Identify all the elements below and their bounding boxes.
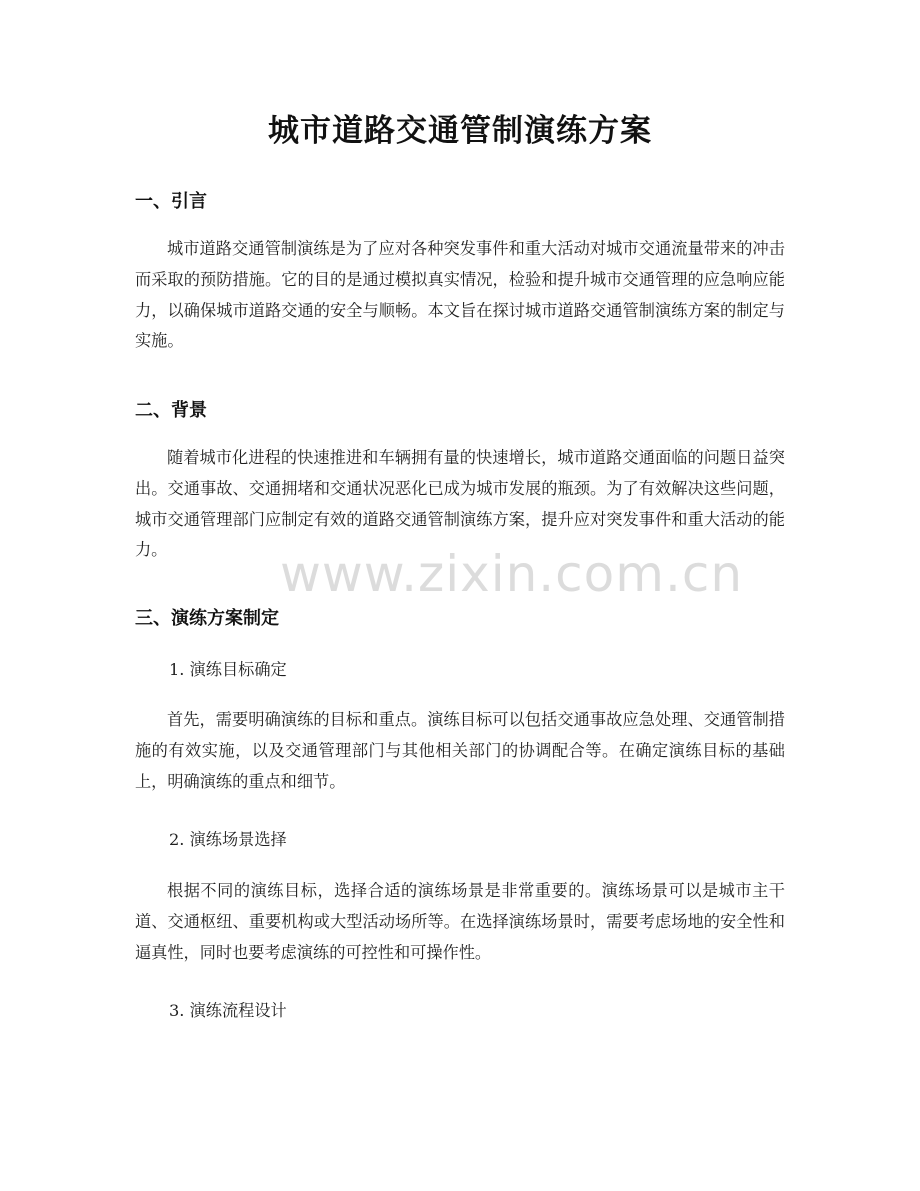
watermark-text: www.zixin.com.cn	[280, 545, 744, 603]
subsection-label-goal: 1. 演练目标确定	[169, 660, 287, 679]
section-heading-intro: 一、引言	[135, 191, 207, 212]
section-paragraph-intro: 城市道路交通管制演练是为了应对各种突发事件和重大活动对城市交通流量带来的冲击而采取的预防措施。它的目的是通过模拟真实情况，检验和提升城市交通管理的应急响应能力，以确保城市道路交通的安全与顺畅。本文旨在探讨城市道路交通管制演练方案的制定与实施。	[135, 239, 785, 351]
subsection-paragraph-goal: 首先，需要明确演练的目标和重点。演练目标可以包括交通事故应急处理、交通管制措施的有效实施，以及交通管理部门与其他相关部门的协调配合等。在确定演练目标的基础上，明确演练的重点和细节。	[135, 710, 785, 791]
section-paragraph-background: 随着城市化进程的快速推进和车辆拥有量的快速增长，城市道路交通面临的问题日益突出。交通事故、交通拥堵和交通状况恶化已成为城市发展的瓶颈。为了有效解决这些问题，城市交通管理部门应制定有效的道路交通管制演练方案，提升应对突发事件和重大活动的能力。	[135, 448, 785, 560]
section-heading-background: 二、背景	[135, 400, 207, 421]
document-title: 城市道路交通管制演练方案	[268, 113, 652, 149]
subsection-paragraph-scene: 根据不同的演练目标，选择合适的演练场景是非常重要的。演练场景可以是城市主干道、交通枢纽、重要机构或大型活动场所等。在选择演练场景时，需要考虑场地的安全性和逼真性，同时也要考虑演练的可控性和可操作性。	[135, 881, 785, 962]
section-heading-plan: 三、演练方案制定	[135, 608, 279, 629]
subsection-label-scene: 2. 演练场景选择	[169, 830, 287, 849]
subsection-label-process: 3. 演练流程设计	[169, 1001, 287, 1020]
